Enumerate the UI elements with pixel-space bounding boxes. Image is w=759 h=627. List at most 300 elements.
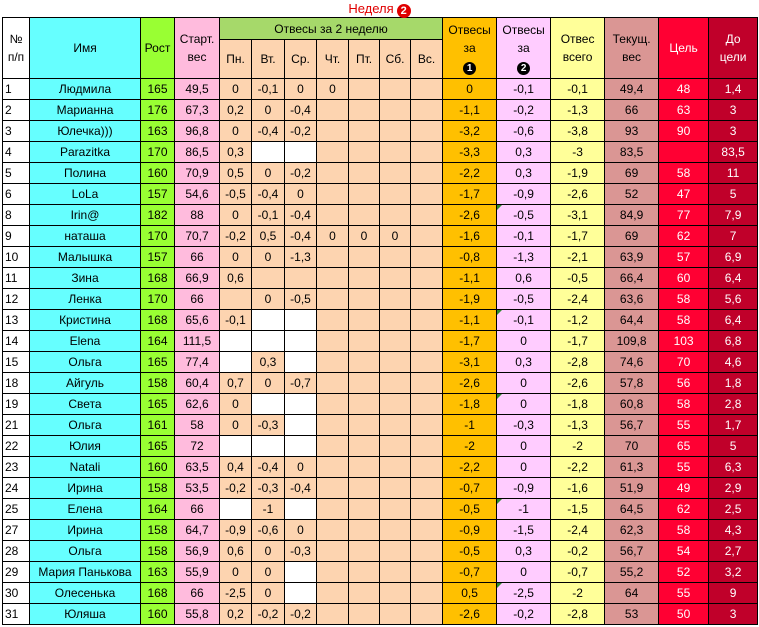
cell-height[interactable]: 160: [141, 163, 175, 184]
cell-day[interactable]: [220, 289, 252, 310]
cell-day[interactable]: [380, 331, 411, 352]
cell-total[interactable]: -2,6: [551, 373, 605, 394]
col-header-to-goal[interactable]: До цели: [709, 18, 758, 79]
cell-day[interactable]: 0: [252, 100, 285, 121]
col-header-name[interactable]: Имя: [30, 18, 141, 79]
cell-day[interactable]: [317, 121, 349, 142]
cell-start-weight[interactable]: 60,4: [175, 373, 220, 394]
cell-week1[interactable]: -2: [443, 436, 497, 457]
cell-num[interactable]: 3: [3, 121, 30, 142]
cell-num[interactable]: 10: [3, 247, 30, 268]
cell-total[interactable]: -1,7: [551, 226, 605, 247]
cell-start-weight[interactable]: 66: [175, 289, 220, 310]
cell-to-goal[interactable]: 1,8: [709, 373, 758, 394]
cell-height[interactable]: 160: [141, 604, 175, 625]
cell-goal[interactable]: 55: [659, 457, 709, 478]
cell-day[interactable]: -0,1: [252, 79, 285, 100]
cell-day[interactable]: [380, 457, 411, 478]
cell-day[interactable]: [317, 100, 349, 121]
cell-week1[interactable]: 0: [443, 79, 497, 100]
col-header-num[interactable]: № п/п: [3, 18, 30, 79]
cell-goal[interactable]: 50: [659, 604, 709, 625]
cell-goal[interactable]: 55: [659, 583, 709, 604]
cell-to-goal[interactable]: 5: [709, 184, 758, 205]
cell-start-weight[interactable]: 96,8: [175, 121, 220, 142]
cell-start-weight[interactable]: 88: [175, 205, 220, 226]
col-header-week2[interactable]: [497, 18, 551, 79]
cell-day[interactable]: [411, 436, 443, 457]
cell-day[interactable]: [317, 436, 349, 457]
cell-current[interactable]: 62,3: [605, 520, 659, 541]
cell-day[interactable]: [317, 331, 349, 352]
cell-day[interactable]: [411, 415, 443, 436]
cell-total[interactable]: -2,8: [551, 352, 605, 373]
cell-day[interactable]: -0,2: [285, 121, 317, 142]
cell-current[interactable]: 109,8: [605, 331, 659, 352]
cell-name[interactable]: Ольга: [30, 541, 141, 562]
cell-goal[interactable]: 58: [659, 520, 709, 541]
cell-day[interactable]: 0,6: [220, 541, 252, 562]
cell-name[interactable]: Ленка: [30, 289, 141, 310]
cell-to-goal[interactable]: 5: [709, 436, 758, 457]
cell-day[interactable]: [380, 415, 411, 436]
cell-height[interactable]: 158: [141, 478, 175, 499]
cell-week2[interactable]: -0,2: [497, 604, 551, 625]
cell-day[interactable]: [411, 184, 443, 205]
cell-day[interactable]: [411, 541, 443, 562]
col-header-fri[interactable]: Пт.: [349, 40, 380, 79]
cell-day[interactable]: -0,6: [252, 520, 285, 541]
cell-day[interactable]: 0,6: [220, 268, 252, 289]
cell-week1[interactable]: -2,6: [443, 604, 497, 625]
cell-height[interactable]: 158: [141, 541, 175, 562]
cell-name[interactable]: LoLa: [30, 184, 141, 205]
cell-day[interactable]: 0,2: [220, 604, 252, 625]
cell-total[interactable]: -3,8: [551, 121, 605, 142]
cell-height[interactable]: 158: [141, 520, 175, 541]
cell-start-weight[interactable]: 55,9: [175, 562, 220, 583]
cell-current[interactable]: 83,5: [605, 142, 659, 163]
cell-day[interactable]: [349, 268, 380, 289]
cell-to-goal[interactable]: 1,7: [709, 415, 758, 436]
cell-to-goal[interactable]: 3: [709, 100, 758, 121]
cell-day[interactable]: 0: [220, 247, 252, 268]
cell-day[interactable]: [411, 310, 443, 331]
cell-day[interactable]: -0,4: [252, 121, 285, 142]
cell-day[interactable]: [411, 247, 443, 268]
cell-day[interactable]: [285, 583, 317, 604]
cell-to-goal[interactable]: 2,7: [709, 541, 758, 562]
cell-day[interactable]: [411, 331, 443, 352]
cell-week1[interactable]: -1,6: [443, 226, 497, 247]
cell-goal[interactable]: 65: [659, 436, 709, 457]
cell-day[interactable]: 0,4: [220, 457, 252, 478]
cell-start-weight[interactable]: 55,8: [175, 604, 220, 625]
col-header-goal[interactable]: Цель: [659, 18, 709, 79]
cell-current[interactable]: 74,6: [605, 352, 659, 373]
cell-name[interactable]: Олесенька: [30, 583, 141, 604]
cell-total[interactable]: -1,3: [551, 415, 605, 436]
cell-day[interactable]: [220, 352, 252, 373]
cell-day[interactable]: [285, 268, 317, 289]
cell-day[interactable]: [349, 142, 380, 163]
cell-num[interactable]: 14: [3, 331, 30, 352]
cell-total[interactable]: -0,1: [551, 79, 605, 100]
cell-week1[interactable]: -2,2: [443, 163, 497, 184]
cell-start-weight[interactable]: 58: [175, 415, 220, 436]
cell-day[interactable]: 0: [285, 457, 317, 478]
cell-current[interactable]: 60,8: [605, 394, 659, 415]
cell-day[interactable]: [411, 457, 443, 478]
cell-start-weight[interactable]: 67,3: [175, 100, 220, 121]
cell-current[interactable]: 63,9: [605, 247, 659, 268]
cell-day[interactable]: -0,5: [285, 289, 317, 310]
cell-day[interactable]: -0,9: [220, 520, 252, 541]
cell-day[interactable]: [317, 247, 349, 268]
cell-day[interactable]: [411, 499, 443, 520]
cell-day[interactable]: [380, 499, 411, 520]
cell-day[interactable]: [411, 394, 443, 415]
cell-day[interactable]: -0,2: [220, 226, 252, 247]
cell-goal[interactable]: 90: [659, 121, 709, 142]
cell-week2[interactable]: -0,9: [497, 184, 551, 205]
cell-total[interactable]: -2: [551, 436, 605, 457]
col-header-height[interactable]: Рост: [141, 18, 175, 79]
cell-day[interactable]: [285, 415, 317, 436]
cell-day[interactable]: [317, 310, 349, 331]
cell-to-goal[interactable]: 6,8: [709, 331, 758, 352]
cell-day[interactable]: 0,5: [220, 163, 252, 184]
cell-day[interactable]: [317, 541, 349, 562]
cell-week2[interactable]: -0,1: [497, 310, 551, 331]
cell-to-goal[interactable]: 2,5: [709, 499, 758, 520]
cell-day[interactable]: 0: [285, 520, 317, 541]
cell-goal[interactable]: 48: [659, 79, 709, 100]
cell-day[interactable]: [349, 79, 380, 100]
cell-height[interactable]: 160: [141, 457, 175, 478]
cell-day[interactable]: [317, 394, 349, 415]
cell-day[interactable]: [349, 310, 380, 331]
cell-day[interactable]: [252, 394, 285, 415]
cell-day[interactable]: [349, 394, 380, 415]
cell-day[interactable]: [220, 499, 252, 520]
col-header-start-weight[interactable]: Старт. вес: [175, 18, 220, 79]
cell-to-goal[interactable]: 3,2: [709, 562, 758, 583]
cell-num[interactable]: 18: [3, 373, 30, 394]
cell-day[interactable]: [411, 289, 443, 310]
cell-name[interactable]: Ирина: [30, 478, 141, 499]
cell-week2[interactable]: -0,6: [497, 121, 551, 142]
cell-day[interactable]: [411, 79, 443, 100]
col-header-tue[interactable]: Вт.: [252, 40, 285, 79]
cell-day[interactable]: 0,7: [220, 373, 252, 394]
cell-to-goal[interactable]: 11: [709, 163, 758, 184]
cell-day[interactable]: -0,3: [252, 478, 285, 499]
cell-num[interactable]: 15: [3, 352, 30, 373]
cell-day[interactable]: [349, 499, 380, 520]
cell-day[interactable]: [380, 562, 411, 583]
cell-name[interactable]: Людмила: [30, 79, 141, 100]
cell-week1[interactable]: -1,7: [443, 184, 497, 205]
cell-to-goal[interactable]: 4,3: [709, 520, 758, 541]
cell-to-goal[interactable]: 6,4: [709, 310, 758, 331]
cell-current[interactable]: 61,3: [605, 457, 659, 478]
cell-goal[interactable]: 70: [659, 352, 709, 373]
cell-day[interactable]: [411, 520, 443, 541]
cell-day[interactable]: 0: [285, 79, 317, 100]
cell-day[interactable]: 0: [317, 226, 349, 247]
cell-day[interactable]: [317, 499, 349, 520]
cell-height[interactable]: 170: [141, 142, 175, 163]
cell-total[interactable]: -0,5: [551, 268, 605, 289]
cell-day[interactable]: [317, 289, 349, 310]
cell-day[interactable]: [317, 184, 349, 205]
cell-day[interactable]: [411, 373, 443, 394]
cell-day[interactable]: [380, 268, 411, 289]
cell-current[interactable]: 49,4: [605, 79, 659, 100]
cell-day[interactable]: -0,3: [285, 541, 317, 562]
cell-current[interactable]: 64,5: [605, 499, 659, 520]
cell-num[interactable]: 22: [3, 436, 30, 457]
cell-day[interactable]: [349, 184, 380, 205]
cell-day[interactable]: [380, 478, 411, 499]
cell-day[interactable]: 0: [349, 226, 380, 247]
cell-start-weight[interactable]: 63,5: [175, 457, 220, 478]
cell-total[interactable]: -1,6: [551, 478, 605, 499]
cell-height[interactable]: 168: [141, 268, 175, 289]
cell-to-goal[interactable]: 4,6: [709, 352, 758, 373]
cell-day[interactable]: [380, 520, 411, 541]
cell-day[interactable]: [411, 226, 443, 247]
cell-to-goal[interactable]: 1,4: [709, 79, 758, 100]
cell-day[interactable]: [349, 436, 380, 457]
cell-start-weight[interactable]: 66: [175, 247, 220, 268]
cell-total[interactable]: -1,3: [551, 100, 605, 121]
cell-day[interactable]: [380, 100, 411, 121]
cell-week1[interactable]: -3,2: [443, 121, 497, 142]
cell-goal[interactable]: 58: [659, 394, 709, 415]
col-header-mon[interactable]: Пн.: [220, 40, 252, 79]
cell-name[interactable]: Марианна: [30, 100, 141, 121]
cell-week1[interactable]: -0,8: [443, 247, 497, 268]
cell-num[interactable]: 28: [3, 541, 30, 562]
cell-num[interactable]: 24: [3, 478, 30, 499]
cell-day[interactable]: [349, 121, 380, 142]
cell-day[interactable]: 0: [252, 247, 285, 268]
cell-total[interactable]: -2: [551, 583, 605, 604]
cell-start-weight[interactable]: 111,5: [175, 331, 220, 352]
cell-to-goal[interactable]: 6,4: [709, 268, 758, 289]
cell-week2[interactable]: 0,3: [497, 142, 551, 163]
cell-goal[interactable]: 62: [659, 226, 709, 247]
cell-goal[interactable]: 62: [659, 499, 709, 520]
cell-current[interactable]: 51,9: [605, 478, 659, 499]
cell-day[interactable]: [380, 205, 411, 226]
cell-week1[interactable]: -0,9: [443, 520, 497, 541]
cell-day[interactable]: -0,2: [252, 604, 285, 625]
cell-day[interactable]: [349, 163, 380, 184]
cell-name[interactable]: Зина: [30, 268, 141, 289]
cell-height[interactable]: 164: [141, 331, 175, 352]
cell-day[interactable]: [380, 373, 411, 394]
cell-day[interactable]: [252, 142, 285, 163]
cell-day[interactable]: -0,4: [285, 205, 317, 226]
cell-current[interactable]: 69: [605, 163, 659, 184]
cell-num[interactable]: 1: [3, 79, 30, 100]
cell-week1[interactable]: -2,6: [443, 205, 497, 226]
cell-day[interactable]: [349, 604, 380, 625]
cell-day[interactable]: [252, 310, 285, 331]
cell-week2[interactable]: -0,5: [497, 205, 551, 226]
cell-current[interactable]: 57,8: [605, 373, 659, 394]
cell-day[interactable]: [411, 100, 443, 121]
cell-day[interactable]: [252, 436, 285, 457]
cell-total[interactable]: -3,1: [551, 205, 605, 226]
cell-height[interactable]: 168: [141, 583, 175, 604]
cell-start-weight[interactable]: 86,5: [175, 142, 220, 163]
cell-to-goal[interactable]: 9: [709, 583, 758, 604]
cell-day[interactable]: -0,1: [220, 310, 252, 331]
cell-day[interactable]: [380, 121, 411, 142]
cell-week2[interactable]: 0: [497, 373, 551, 394]
cell-num[interactable]: 27: [3, 520, 30, 541]
cell-day[interactable]: [411, 583, 443, 604]
cell-goal[interactable]: 103: [659, 331, 709, 352]
cell-num[interactable]: 19: [3, 394, 30, 415]
cell-day[interactable]: [380, 142, 411, 163]
cell-day[interactable]: [317, 352, 349, 373]
cell-current[interactable]: 63,6: [605, 289, 659, 310]
cell-day[interactable]: 0: [252, 562, 285, 583]
cell-week2[interactable]: 0: [497, 394, 551, 415]
cell-day[interactable]: [349, 541, 380, 562]
cell-day[interactable]: [380, 436, 411, 457]
cell-current[interactable]: 66,4: [605, 268, 659, 289]
cell-day[interactable]: -0,1: [252, 205, 285, 226]
cell-current[interactable]: 64: [605, 583, 659, 604]
cell-num[interactable]: 29: [3, 562, 30, 583]
cell-week1[interactable]: -0,5: [443, 499, 497, 520]
cell-height[interactable]: 163: [141, 562, 175, 583]
cell-num[interactable]: 9: [3, 226, 30, 247]
cell-current[interactable]: 52: [605, 184, 659, 205]
cell-week2[interactable]: 0,3: [497, 163, 551, 184]
cell-num[interactable]: 2: [3, 100, 30, 121]
cell-day[interactable]: [317, 205, 349, 226]
col-header-current[interactable]: Текущ. вес: [605, 18, 659, 79]
cell-day[interactable]: [285, 310, 317, 331]
cell-name[interactable]: Юлечка))): [30, 121, 141, 142]
cell-num[interactable]: 13: [3, 310, 30, 331]
cell-name[interactable]: Юляша: [30, 604, 141, 625]
cell-num[interactable]: 21: [3, 415, 30, 436]
cell-week1[interactable]: -1: [443, 415, 497, 436]
cell-start-weight[interactable]: 70,7: [175, 226, 220, 247]
cell-week1[interactable]: -1,9: [443, 289, 497, 310]
cell-day[interactable]: 0: [380, 226, 411, 247]
cell-day[interactable]: -1,3: [285, 247, 317, 268]
cell-goal[interactable]: 60: [659, 268, 709, 289]
cell-total[interactable]: -2,1: [551, 247, 605, 268]
cell-day[interactable]: -0,4: [285, 478, 317, 499]
cell-to-goal[interactable]: 3: [709, 604, 758, 625]
cell-day[interactable]: [285, 352, 317, 373]
cell-day[interactable]: [380, 247, 411, 268]
cell-start-weight[interactable]: 65,6: [175, 310, 220, 331]
cell-to-goal[interactable]: 5,6: [709, 289, 758, 310]
cell-name[interactable]: Юлия: [30, 436, 141, 457]
cell-current[interactable]: 64,4: [605, 310, 659, 331]
cell-day[interactable]: 0: [220, 205, 252, 226]
cell-current[interactable]: 69: [605, 226, 659, 247]
cell-day[interactable]: [411, 352, 443, 373]
cell-current[interactable]: 55,2: [605, 562, 659, 583]
cell-week1[interactable]: -2,2: [443, 457, 497, 478]
cell-week2[interactable]: -0,9: [497, 478, 551, 499]
cell-start-weight[interactable]: 64,7: [175, 520, 220, 541]
cell-start-weight[interactable]: 53,5: [175, 478, 220, 499]
cell-day[interactable]: [252, 331, 285, 352]
cell-day[interactable]: [220, 331, 252, 352]
cell-week1[interactable]: -1,1: [443, 310, 497, 331]
cell-height[interactable]: 158: [141, 373, 175, 394]
cell-height[interactable]: 161: [141, 415, 175, 436]
cell-day[interactable]: [349, 457, 380, 478]
cell-current[interactable]: 66: [605, 100, 659, 121]
cell-day[interactable]: 0: [220, 415, 252, 436]
cell-to-goal[interactable]: 3: [709, 121, 758, 142]
cell-start-weight[interactable]: 49,5: [175, 79, 220, 100]
cell-total[interactable]: -0,2: [551, 541, 605, 562]
cell-week2[interactable]: -1,5: [497, 520, 551, 541]
cell-goal[interactable]: 57: [659, 247, 709, 268]
cell-week2[interactable]: -1,3: [497, 247, 551, 268]
cell-day[interactable]: -0,2: [285, 163, 317, 184]
cell-week1[interactable]: -0,5: [443, 541, 497, 562]
cell-week1[interactable]: 0,5: [443, 583, 497, 604]
cell-current[interactable]: 56,7: [605, 415, 659, 436]
cell-goal[interactable]: 56: [659, 373, 709, 394]
cell-day[interactable]: [349, 205, 380, 226]
cell-current[interactable]: 93: [605, 121, 659, 142]
cell-goal[interactable]: 58: [659, 163, 709, 184]
col-header-week1[interactable]: [443, 18, 497, 79]
cell-week2[interactable]: 0,6: [497, 268, 551, 289]
cell-week1[interactable]: -0,7: [443, 478, 497, 499]
cell-goal[interactable]: 58: [659, 289, 709, 310]
cell-name[interactable]: Irin@: [30, 205, 141, 226]
cell-day[interactable]: 0: [252, 289, 285, 310]
cell-num[interactable]: 12: [3, 289, 30, 310]
cell-total[interactable]: -0,7: [551, 562, 605, 583]
cell-day[interactable]: [380, 394, 411, 415]
cell-day[interactable]: [252, 268, 285, 289]
cell-day[interactable]: 0: [317, 79, 349, 100]
col-header-total[interactable]: Отвес всего: [551, 18, 605, 79]
cell-week1[interactable]: -0,7: [443, 562, 497, 583]
cell-goal[interactable]: 54: [659, 541, 709, 562]
cell-height[interactable]: 163: [141, 121, 175, 142]
cell-day[interactable]: -0,4: [285, 226, 317, 247]
cell-to-goal[interactable]: 6,9: [709, 247, 758, 268]
cell-day[interactable]: [380, 163, 411, 184]
cell-week1[interactable]: -1,7: [443, 331, 497, 352]
cell-start-weight[interactable]: 54,6: [175, 184, 220, 205]
cell-week2[interactable]: 0: [497, 436, 551, 457]
cell-day[interactable]: [285, 436, 317, 457]
cell-height[interactable]: 165: [141, 79, 175, 100]
cell-num[interactable]: 6: [3, 184, 30, 205]
